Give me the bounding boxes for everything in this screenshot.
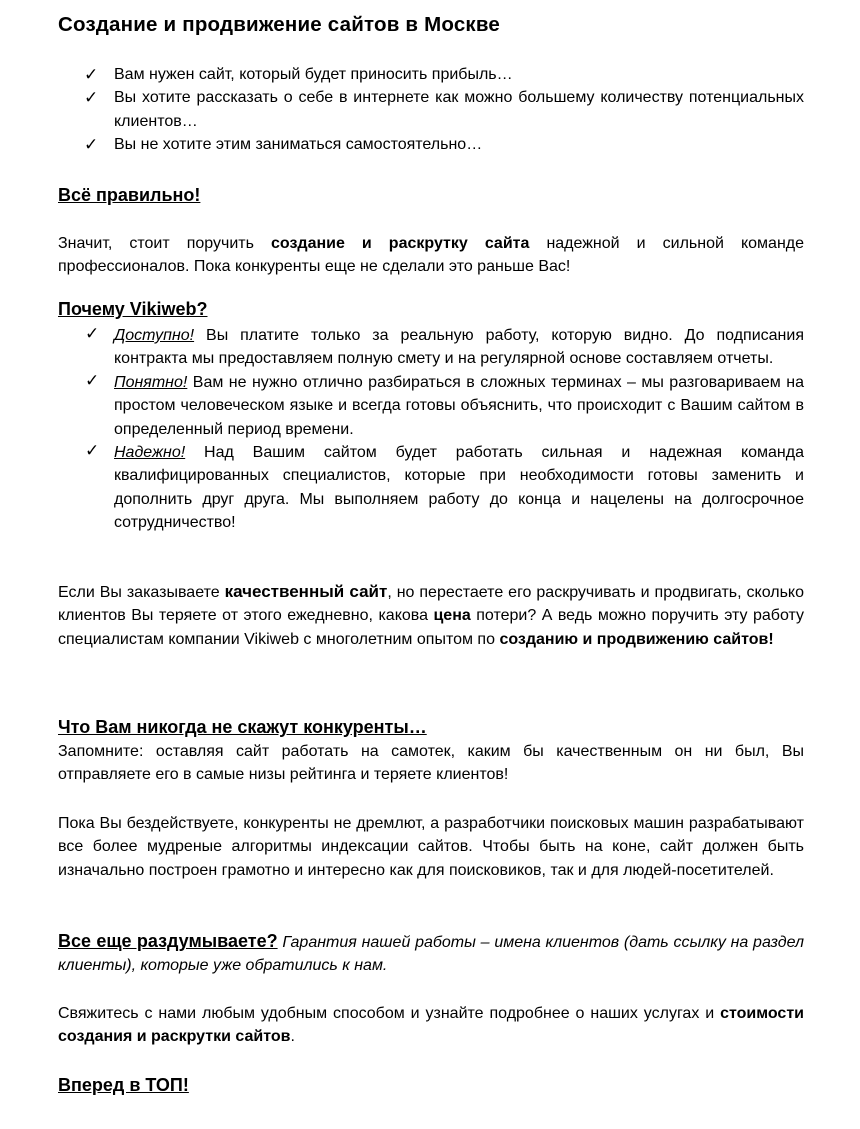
intro-checklist [58, 63, 804, 157]
section-heading-why-vikiweb: Почему Vikiweb? [58, 299, 208, 319]
checkmark-icon: ✓ [85, 370, 100, 390]
checkmark-icon: ✓ [85, 324, 100, 343]
list-item: ✓ Надежно! Над Вашим сайтом будет работать сильная и надежная команда квалифицированных специалистов, которые при необходимости готовы заменить и дополнить друг друга. Мы выполняем работу до конца и нацелены на долгосрочное сотрудничество! [85, 441, 804, 532]
checkmark-icon: ✓ [84, 135, 99, 155]
section4-lead: Все еще раздумываете? Гарантия нашей работы – имена клиентов (дать ссылку на раздел клиенты), которые уже обратились к нам. [58, 931, 804, 975]
section3-paragraph-2: Пока Вы бездействуете, конкуренты не дремлют, а разработчики поисковых машин разрабатывают все более мудреные алгоритмы индексации сайтов. Чтобы быть на коне, сайт должен быть изначально построен грамотно и интересно как для поисковиков, так и для людей-посетителей. [58, 815, 804, 879]
list-item: ✓ Вы хотите рассказать о себе в интернете как можно большему количеству потенциальных клиентов… [84, 88, 804, 130]
section-heading-to-top: Вперед в ТОП! [58, 1075, 189, 1095]
checkmark-icon: ✓ [84, 88, 99, 108]
section1-paragraph: Значит, стоит поручить создание и раскрутку сайта надежной и сильной команде профессионалов. Пока конкуренты еще не сделали это раньше Вас! [58, 235, 805, 276]
checkmark-icon: ✓ [85, 441, 100, 461]
section-heading-still-thinking: Все еще раздумываете? [58, 931, 278, 951]
list-item: ✓ Вы не хотите этим заниматься самостоятельно… [84, 135, 483, 155]
section2-paragraph: Если Вы заказываете качественный сайт, но перестаете его раскручивать и продвигать, сколько клиентов Вы теряете от этого ежедневно, какова цена потери? А ведь можно поручить эту работу специалистам компании Vikiweb с многолетним опытом по созданию и продвижению сайтов! [58, 582, 805, 648]
list-item: ✓ Понятно! Вам не нужно отлично разбираться в сложных терминах – мы разговариваем на простом человеческом языке и всегда готовы объяснить, что происходит с Вашим сайтом в определенный период времени. [85, 370, 804, 438]
list-item: ✓ Доступно! Вы платите только за реальную работу, которую видно. До подписания контракта мы предоставляем полную смету и на регулярной основе составляем отчеты. [85, 324, 804, 368]
benefits-checklist [58, 324, 804, 535]
checkmark-icon: ✓ [84, 65, 99, 84]
list-item: ✓ Вам нужен сайт, который будет приносить прибыль… [84, 65, 513, 84]
section-heading-competitors: Что Вам никогда не скажут конкуренты… [58, 717, 427, 737]
section4-paragraph: Свяжитесь с нами любым удобным способом и узнайте подробнее о наших услугах и стоимости создания и раскрутки сайтов. [58, 1005, 804, 1046]
section-heading-correct: Всё правильно! [58, 185, 201, 205]
section3-paragraph-1: Запомните: оставляя сайт работать на самотек, каким бы качественным он ни был, Вы отправляете его в самые низы рейтинга и теряете клиентов! [58, 743, 804, 784]
page-title: Создание и продвижение сайтов в Москве [58, 13, 501, 36]
